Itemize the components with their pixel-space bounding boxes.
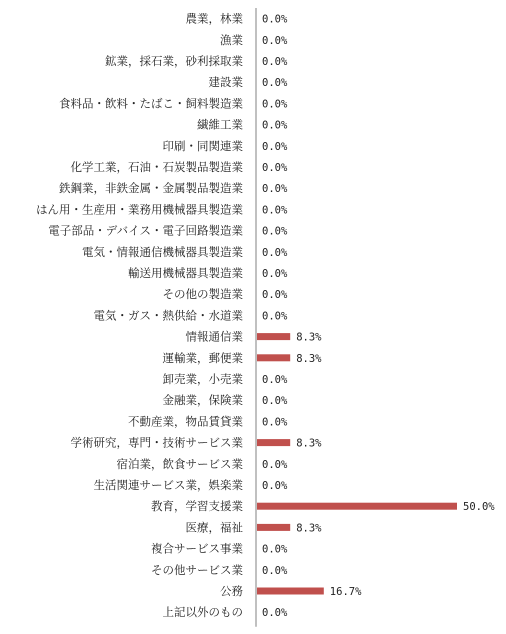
category-label: 生活関連サービス業，娯楽業 <box>93 478 243 492</box>
category-label: 金融業，保険業 <box>162 393 243 408</box>
category-label: 漁業 <box>220 32 243 47</box>
category-label: 複合サービス事業 <box>151 541 243 556</box>
category-label: 繊維工業 <box>197 117 243 132</box>
category-label: 情報通信業 <box>185 329 243 344</box>
category-label: 不動産業，物品賃貸業 <box>128 414 243 429</box>
category-label: 電気・情報通信機械器具製造業 <box>82 244 243 259</box>
category-labels <box>36 12 243 620</box>
bar <box>257 503 457 510</box>
category-label: 電気・ガス・熱供給・水道業 <box>93 308 243 323</box>
category-label: 学術研究，専門・技術サービス業 <box>70 435 243 450</box>
value-label: 0.0% <box>262 310 288 323</box>
value-label: 0.0% <box>262 564 288 577</box>
category-label: 化学工業，石油・石炭製品製造業 <box>70 160 243 174</box>
bar <box>257 439 290 446</box>
category-label: 教育，学習支援業 <box>151 499 243 514</box>
value-label: 0.0% <box>262 98 288 111</box>
value-label: 8.3% <box>296 437 322 450</box>
category-label: 鉄鋼業，非鉄金属・金属製品製造業 <box>59 181 243 196</box>
value-label: 0.0% <box>262 77 288 90</box>
category-label: 食料品・飲料・たばこ・飼料製造業 <box>59 96 243 111</box>
category-label: 印刷・同関連業 <box>162 138 243 153</box>
value-label: 0.0% <box>262 374 288 386</box>
category-label: 建設業 <box>208 75 243 90</box>
category-label: はん用・生産用・業務用機械器具製造業 <box>36 202 243 217</box>
value-label: 8.3% <box>296 522 322 535</box>
value-label: 50.0% <box>463 501 495 514</box>
category-label: 電子部品・デバイス・電子回路製造業 <box>48 223 243 238</box>
value-label: 0.0% <box>262 395 288 408</box>
category-label: 上記以外のもの <box>162 605 243 620</box>
value-label: 0.0% <box>262 225 288 238</box>
value-label: 0.0% <box>262 607 288 620</box>
category-label: 農業，林業 <box>185 11 243 26</box>
value-label: 0.0% <box>262 119 288 132</box>
value-label: 0.0% <box>262 34 288 47</box>
category-label: 医療，福祉 <box>185 520 243 535</box>
bar <box>257 333 290 340</box>
value-label: 16.7% <box>329 586 362 598</box>
value-label: 0.0% <box>262 56 288 68</box>
value-label: 0.0% <box>262 289 288 302</box>
value-label: 0.0% <box>262 543 288 556</box>
value-label: 8.3% <box>296 352 322 365</box>
value-label: 0.0% <box>262 458 288 471</box>
value-label: 0.0% <box>262 268 288 280</box>
value-label: 0.0% <box>262 162 288 174</box>
value-label: 0.0% <box>262 246 288 259</box>
category-label: その他の製造業 <box>162 287 243 302</box>
category-label: 卸売業，小売業 <box>162 372 243 386</box>
category-label: 鉱業，採石業，砂利採取業 <box>105 54 243 68</box>
value-label: 0.0% <box>262 183 288 196</box>
value-label: 0.0% <box>262 204 288 217</box>
value-label: 0.0% <box>262 480 288 492</box>
bar <box>257 524 290 531</box>
value-labels <box>262 14 495 620</box>
category-label: 公務 <box>220 584 243 598</box>
category-label: その他サービス業 <box>151 562 243 577</box>
category-label: 宿泊業，飲食サービス業 <box>116 456 243 471</box>
value-label: 0.0% <box>262 416 288 429</box>
category-label: 輸送用機械器具製造業 <box>128 266 243 280</box>
bar <box>257 588 324 595</box>
bar <box>257 354 290 361</box>
value-label: 0.0% <box>262 13 288 26</box>
value-label: 8.3% <box>296 331 322 344</box>
category-label: 運輸業，郵便業 <box>162 350 243 365</box>
value-label: 0.0% <box>262 140 288 153</box>
